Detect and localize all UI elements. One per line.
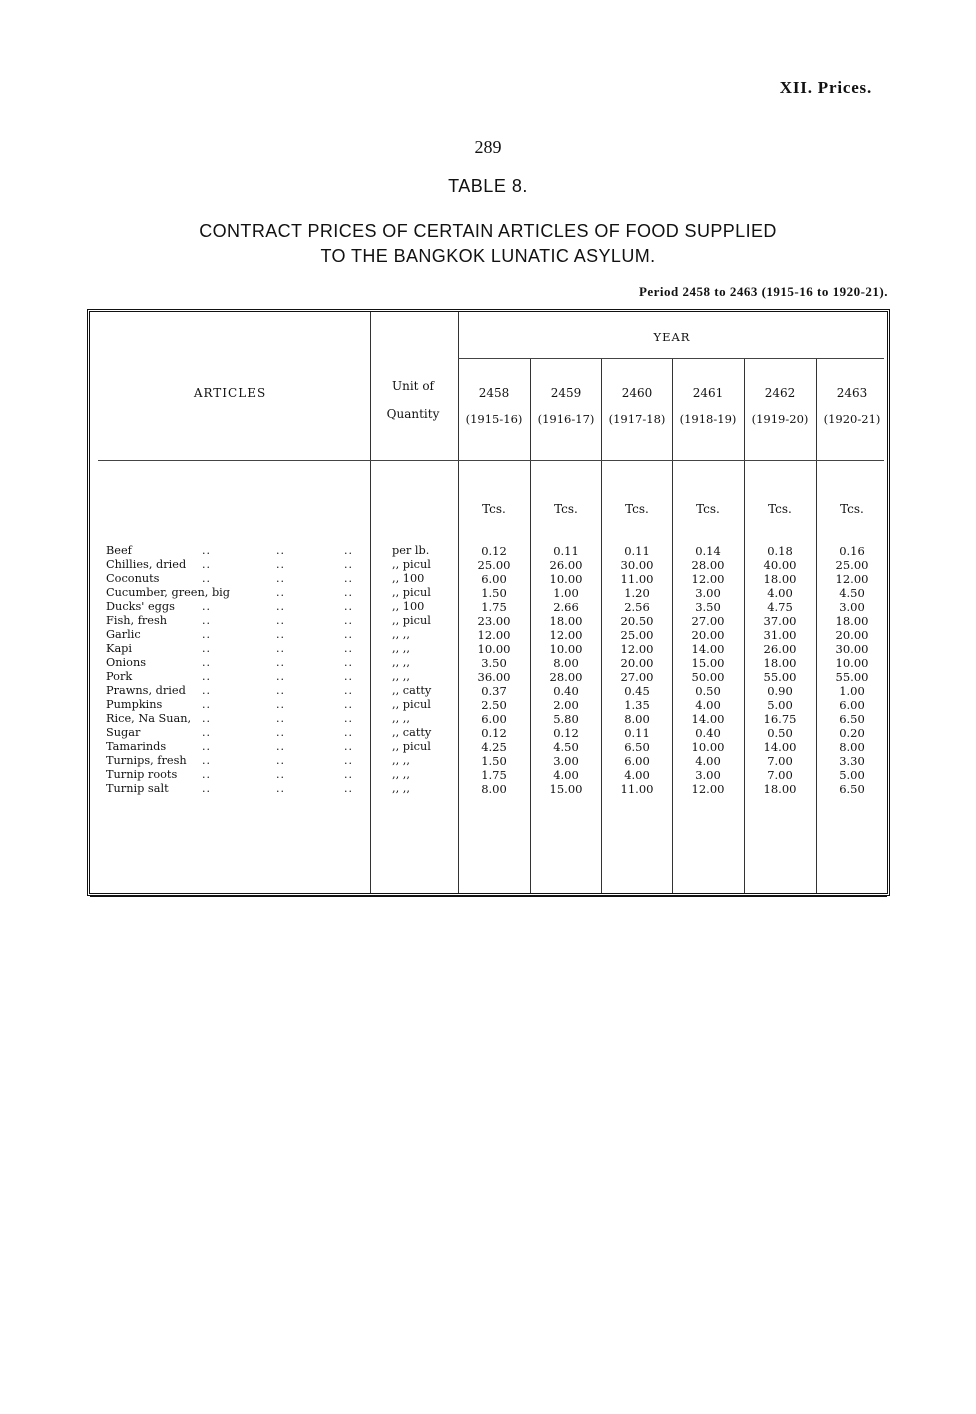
leader-dots: .. (202, 614, 211, 627)
table-row (90, 572, 887, 586)
price-cell: 20.00 (835, 628, 869, 642)
price-cell: 20.50 (620, 614, 654, 628)
price-cell: 28.00 (549, 670, 583, 684)
table-row (90, 726, 887, 740)
price-cell: 16.75 (763, 712, 797, 726)
price-cell: 0.14 (695, 544, 721, 558)
price-cell: 6.00 (481, 572, 507, 586)
unit-cell: ,, picul (392, 558, 431, 571)
article-name: Coconuts (106, 572, 160, 585)
unit-cell: ,, picul (392, 740, 431, 753)
leader-dots: .. (344, 740, 353, 753)
price-cell: 18.00 (763, 782, 797, 796)
year-range: (1919-20) (751, 412, 809, 426)
price-cell: 8.00 (553, 656, 579, 670)
currency-label: Tcs. (625, 502, 649, 516)
price-cell: 28.00 (691, 558, 725, 572)
price-cell: 12.00 (835, 572, 869, 586)
year-column-header (458, 386, 530, 426)
year-label: 2460 (621, 386, 653, 400)
table-title (0, 219, 976, 269)
price-cell: 23.00 (477, 614, 511, 628)
table-row (90, 712, 887, 726)
price-cell: 1.00 (839, 684, 865, 698)
price-cell: 1.75 (481, 600, 507, 614)
leader-dots: .. (344, 642, 353, 655)
price-cell: 30.00 (835, 642, 869, 656)
leader-dots: .. (344, 684, 353, 697)
price-cell: 15.00 (549, 782, 583, 796)
price-cell: 2.00 (553, 698, 579, 712)
article-name: Beef (106, 544, 132, 557)
unit-cell: ,, ,, (392, 642, 410, 655)
table-row (90, 558, 887, 572)
year-label: 2459 (550, 386, 582, 400)
price-cell: 10.00 (549, 642, 583, 656)
leader-dots: .. (202, 572, 211, 585)
currency-label: Tcs. (554, 502, 578, 516)
price-cell: 10.00 (477, 642, 511, 656)
leader-dots: .. (276, 698, 285, 711)
year-column-header (744, 386, 816, 426)
price-cell: 0.18 (767, 544, 793, 558)
price-cell: 8.00 (839, 740, 865, 754)
price-cell: 3.00 (695, 768, 721, 782)
unit-cell: ,, ,, (392, 768, 410, 781)
price-cell: 2.56 (624, 600, 650, 614)
price-cell: 7.00 (767, 754, 793, 768)
price-cell: 20.00 (691, 628, 725, 642)
year-column-header (530, 386, 602, 426)
year-label: 2463 (836, 386, 868, 400)
unit-cell: per lb. (392, 544, 430, 557)
unit-cell: ,, catty (392, 684, 432, 697)
leader-dots: .. (202, 642, 211, 655)
article-name: Pork (106, 670, 133, 683)
price-cell: 12.00 (691, 572, 725, 586)
price-cell: 5.80 (553, 712, 579, 726)
article-name: Turnip salt (106, 782, 169, 795)
price-cell: 4.50 (553, 740, 579, 754)
price-cell: 30.00 (620, 558, 654, 572)
leader-dots: .. (202, 558, 211, 571)
leader-dots: .. (276, 768, 285, 781)
price-cell: 37.00 (763, 614, 797, 628)
price-cell: 0.11 (624, 726, 650, 740)
price-cell: 14.00 (691, 642, 725, 656)
price-cell: 10.00 (549, 572, 583, 586)
year-header: YEAR (653, 330, 691, 344)
price-cell: 31.00 (763, 628, 797, 642)
table-row (90, 600, 887, 614)
unit-header-line-2: Quantity (386, 407, 440, 421)
leader-dots: .. (344, 586, 353, 599)
leader-dots: .. (276, 558, 285, 571)
table-label: TABLE 8. (448, 176, 528, 196)
unit-header (369, 372, 457, 428)
price-cell: 25.00 (835, 558, 869, 572)
price-cell: 4.00 (695, 754, 721, 768)
price-cell: 14.00 (763, 740, 797, 754)
leader-dots: .. (276, 782, 285, 795)
price-table (87, 309, 890, 896)
leader-dots: .. (344, 600, 353, 613)
leader-dots: .. (276, 614, 285, 627)
unit-cell: ,, 100 (392, 572, 425, 585)
price-cell: 40.00 (763, 558, 797, 572)
price-cell: 4.00 (553, 768, 579, 782)
leader-dots: .. (202, 544, 211, 557)
price-cell: 2.50 (481, 698, 507, 712)
price-cell: 8.00 (481, 782, 507, 796)
currency-label: Tcs. (696, 502, 720, 516)
price-cell: 6.00 (839, 698, 865, 712)
leader-dots: .. (276, 726, 285, 739)
price-cell: 0.40 (695, 726, 721, 740)
currency-label: Tcs. (482, 502, 506, 516)
table-row (90, 614, 887, 628)
price-cell: 0.11 (553, 544, 579, 558)
leader-dots: .. (344, 558, 353, 571)
table-row (90, 740, 887, 754)
year-range: (1916-17) (537, 412, 595, 426)
price-cell: 55.00 (763, 670, 797, 684)
price-cell: 18.00 (763, 572, 797, 586)
leader-dots: .. (276, 544, 285, 557)
leader-dots: .. (344, 698, 353, 711)
price-cell: 6.50 (839, 712, 865, 726)
leader-dots: .. (202, 740, 211, 753)
price-cell: 4.75 (767, 600, 793, 614)
price-cell: 4.25 (481, 740, 507, 754)
leader-dots: .. (276, 656, 285, 669)
price-cell: 1.50 (481, 586, 507, 600)
unit-cell: ,, picul (392, 614, 431, 627)
leader-dots: .. (276, 628, 285, 641)
title-line-1: CONTRACT PRICES OF CERTAIN ARTICLES OF FOOD SUPPLIED (199, 221, 777, 241)
price-cell: 0.16 (839, 544, 865, 558)
leader-dots: .. (344, 656, 353, 669)
price-cell: 55.00 (835, 670, 869, 684)
price-cell: 6.50 (624, 740, 650, 754)
price-cell: 12.00 (691, 782, 725, 796)
leader-dots: .. (276, 670, 285, 683)
price-cell: 1.50 (481, 754, 507, 768)
leader-dots: .. (344, 726, 353, 739)
leader-dots: .. (276, 600, 285, 613)
table-row (90, 684, 887, 698)
price-cell: 0.45 (624, 684, 650, 698)
leader-dots: .. (202, 712, 211, 725)
price-cell: 0.90 (767, 684, 793, 698)
unit-cell: ,, ,, (392, 782, 410, 795)
unit-cell: ,, ,, (392, 754, 410, 767)
leader-dots: .. (344, 712, 353, 725)
price-cell: 12.00 (477, 628, 511, 642)
leader-dots: .. (202, 754, 211, 767)
article-name: Turnips, fresh (106, 754, 187, 767)
price-cell: 12.00 (620, 642, 654, 656)
table-row (90, 544, 887, 558)
price-cell: 4.00 (624, 768, 650, 782)
year-column-header (672, 386, 744, 426)
leader-dots: .. (202, 698, 211, 711)
price-cell: 3.00 (839, 600, 865, 614)
price-cell: 10.00 (691, 740, 725, 754)
title-line-2: TO THE BANGKOK LUNATIC ASYLUM. (320, 246, 656, 266)
leader-dots: .. (276, 754, 285, 767)
price-cell: 12.00 (549, 628, 583, 642)
price-cell: 5.00 (767, 698, 793, 712)
price-cell: 25.00 (477, 558, 511, 572)
price-cell: 0.50 (767, 726, 793, 740)
table-row (90, 754, 887, 768)
article-name: Kapi (106, 642, 133, 655)
price-cell: 26.00 (549, 558, 583, 572)
price-cell: 0.11 (624, 544, 650, 558)
price-cell: 3.50 (695, 600, 721, 614)
leader-dots: .. (276, 572, 285, 585)
table-row (90, 768, 887, 782)
price-cell: 1.00 (553, 586, 579, 600)
leader-dots: .. (202, 656, 211, 669)
leader-dots: .. (276, 642, 285, 655)
article-name: Tamarinds (106, 740, 167, 753)
unit-cell: ,, catty (392, 726, 432, 739)
price-cell: 0.37 (481, 684, 507, 698)
leader-dots: .. (202, 782, 211, 795)
article-name: Fish, fresh (106, 614, 168, 627)
price-cell: 4.50 (839, 586, 865, 600)
currency-label: Tcs. (768, 502, 792, 516)
article-name: Ducks' eggs (106, 600, 175, 613)
header-bottom-rule (98, 460, 884, 461)
unit-header-line-1: Unit of (392, 379, 434, 393)
price-cell: 1.75 (481, 768, 507, 782)
price-cell: 3.30 (839, 754, 865, 768)
year-label: 2461 (692, 386, 724, 400)
price-cell: 0.12 (481, 544, 507, 558)
table-row (90, 782, 887, 796)
table-row (90, 586, 887, 600)
leader-dots: .. (202, 670, 211, 683)
leader-dots: .. (344, 754, 353, 767)
price-cell: 25.00 (620, 628, 654, 642)
price-cell: 50.00 (691, 670, 725, 684)
article-name: Garlic (106, 628, 141, 641)
leader-dots: .. (276, 586, 285, 599)
price-cell: 26.00 (763, 642, 797, 656)
price-cell: 18.00 (835, 614, 869, 628)
price-cell: 18.00 (549, 614, 583, 628)
year-label: 2462 (764, 386, 796, 400)
price-cell: 3.00 (695, 586, 721, 600)
price-cell: 4.00 (767, 586, 793, 600)
table-row (90, 698, 887, 712)
price-cell: 10.00 (835, 656, 869, 670)
price-cell: 1.20 (624, 586, 650, 600)
unit-cell: ,, 100 (392, 600, 425, 613)
year-range: (1920-21) (823, 412, 881, 426)
unit-cell: ,, picul (392, 586, 431, 599)
price-cell: 3.50 (481, 656, 507, 670)
table-row (90, 628, 887, 642)
price-cell: 15.00 (691, 656, 725, 670)
unit-cell: ,, ,, (392, 670, 410, 683)
year-range: (1915-16) (465, 412, 523, 426)
leader-dots: .. (344, 614, 353, 627)
price-cell: 27.00 (691, 614, 725, 628)
leader-dots: .. (344, 782, 353, 795)
price-cell: 11.00 (620, 572, 654, 586)
leader-dots: .. (344, 628, 353, 641)
section-header: XII. Prices. (779, 78, 872, 97)
price-cell: 6.00 (624, 754, 650, 768)
leader-dots: .. (344, 544, 353, 557)
price-cell: 0.20 (839, 726, 865, 740)
price-cell: 1.35 (624, 698, 650, 712)
unit-cell: ,, picul (392, 698, 431, 711)
price-cell: 0.40 (553, 684, 579, 698)
year-range: (1917-18) (608, 412, 666, 426)
year-column-header (601, 386, 673, 426)
table-row (90, 656, 887, 670)
price-cell: 18.00 (763, 656, 797, 670)
article-name: Turnip roots (106, 768, 178, 781)
article-name: Pumpkins (106, 698, 163, 711)
unit-cell: ,, ,, (392, 712, 410, 725)
articles-header: ARTICLES (193, 386, 267, 400)
table-row (90, 670, 887, 684)
table-row (90, 642, 887, 656)
price-cell: 7.00 (767, 768, 793, 782)
period-caption: Period 2458 to 2463 (1915-16 to 1920-21). (638, 284, 888, 299)
price-cell: 27.00 (620, 670, 654, 684)
leader-dots: .. (202, 726, 211, 739)
price-cell: 0.50 (695, 684, 721, 698)
article-name: Rice, Na Suan, (106, 712, 192, 725)
unit-cell: ,, ,, (392, 628, 410, 641)
price-cell: 4.00 (695, 698, 721, 712)
leader-dots: .. (276, 712, 285, 725)
price-cell: 14.00 (691, 712, 725, 726)
article-name: Prawns, dried (106, 684, 186, 697)
page-number: 289 (474, 137, 502, 157)
price-cell: 6.50 (839, 782, 865, 796)
leader-dots: .. (202, 684, 211, 697)
leader-dots: .. (344, 670, 353, 683)
leader-dots: .. (276, 740, 285, 753)
price-cell: 0.12 (553, 726, 579, 740)
leader-dots: .. (344, 572, 353, 585)
price-cell: 8.00 (624, 712, 650, 726)
year-range: (1918-19) (679, 412, 737, 426)
leader-dots: .. (276, 684, 285, 697)
price-cell: 5.00 (839, 768, 865, 782)
article-name: Onions (106, 656, 147, 669)
price-cell: 3.00 (553, 754, 579, 768)
unit-cell: ,, ,, (392, 656, 410, 669)
price-cell: 20.00 (620, 656, 654, 670)
price-cell: 36.00 (477, 670, 511, 684)
leader-dots: .. (344, 768, 353, 781)
price-cell: 0.12 (481, 726, 507, 740)
price-cell: 2.66 (553, 600, 579, 614)
year-header-rule (458, 358, 884, 359)
leader-dots: .. (202, 768, 211, 781)
article-name: Chillies, dried (106, 558, 187, 571)
currency-label: Tcs. (840, 502, 864, 516)
price-cell: 6.00 (481, 712, 507, 726)
leader-dots: .. (202, 628, 211, 641)
year-label: 2458 (478, 386, 510, 400)
leader-dots: .. (202, 600, 211, 613)
price-cell: 11.00 (620, 782, 654, 796)
article-name: Sugar (106, 726, 141, 739)
article-name: Cucumber, green, big (106, 586, 231, 599)
year-column-header (816, 386, 888, 426)
